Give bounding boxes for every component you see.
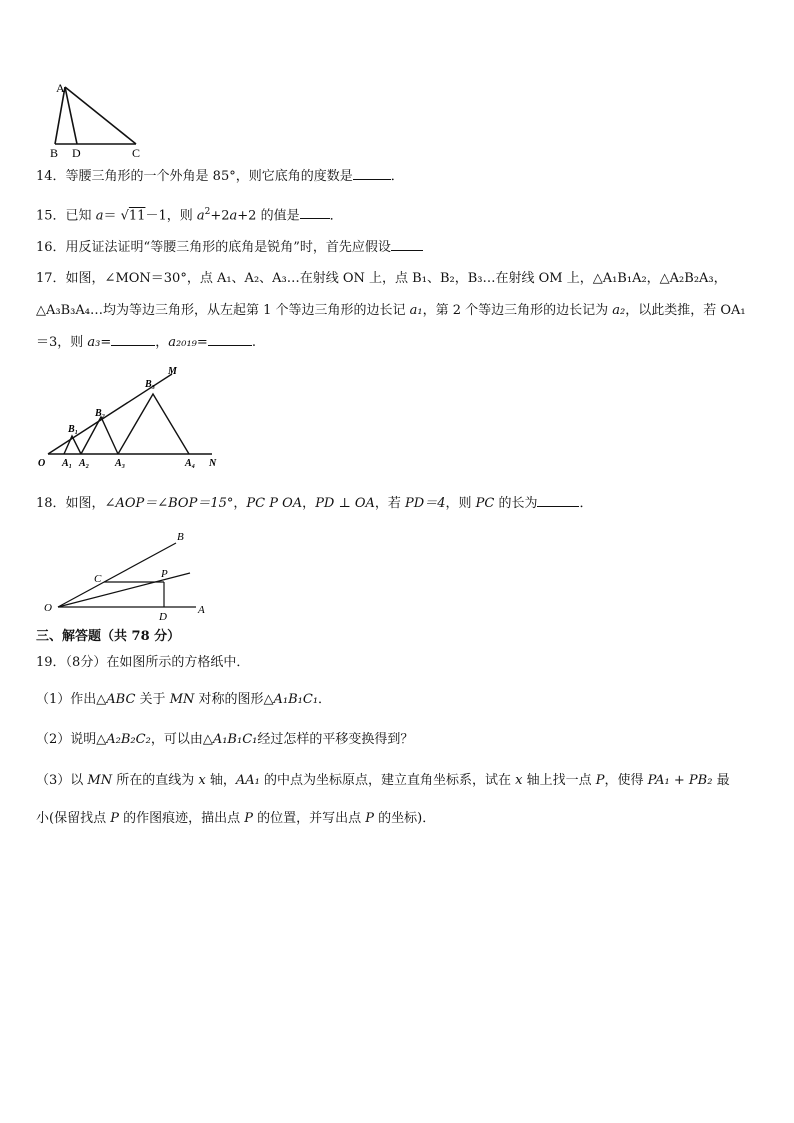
q14-end: ． [390,169,404,184]
q15-minus: －1，则 [145,208,197,224]
q15-plus2: +2 的值是 [237,208,300,224]
label-c: C [132,146,141,160]
q17-number: 17． [36,271,66,286]
q18-pre: 如图， [65,496,105,511]
ray-op [58,573,190,607]
q19-p3-pre: （3）以 [36,773,88,788]
q15-eq: ＝ [103,208,121,224]
q19-p3-c: 的中点为坐标原点，建立直角坐标系，试在 [259,773,516,788]
q19-p2-end: 经过怎样的平移变换得到？ [257,732,414,747]
question-19-intro [36,654,249,672]
q19-p3-d: 轴上找一点 [522,773,596,788]
q17-end: . [251,335,256,350]
q19-p3-p: P [595,773,605,788]
q15-square: 2 [204,207,211,217]
angle-bisector-figure [36,525,216,625]
q18-pc: PC [475,496,495,511]
q19-p1-mn: MN [169,692,195,707]
label-c: C [94,573,102,585]
question-18 [36,494,593,513]
question-19-part-2 [36,731,413,749]
label-b1: B₁ [68,424,79,435]
q19-p3-x: x [198,773,206,788]
question-14 [36,167,404,186]
q17-line1: 如图，∠MON＝30°，点 A₁、A₂、A₃…在射线 ON 上，点 B₁、B₂，B₃…在射线 OM 上，△A₁B₁A₂，△A₂B₂A₃， [65,271,727,286]
question-17-line-1 [36,270,727,288]
q15-end: ． [329,208,343,224]
q17-line2-mid: ，第 2 个等边三角形的边长记为 [422,303,613,318]
label-a3: A₃ [115,458,126,469]
q15-number: 15． [36,208,66,224]
q19-p2-triangle: △A₂B₂C₂ [96,732,151,747]
label-b: B [177,531,184,543]
q18-answer-blank[interactable] [537,494,579,507]
q19-p3-a: 所在的直线为 [112,773,199,788]
q15-answer-blank[interactable] [300,206,330,219]
q18-pd: PD＝4 [405,496,446,511]
label-o: O [38,458,46,469]
q15-expr-a: a [196,208,205,224]
q19-p3-x2: x [515,773,523,788]
q19-p3-line2-c: 的位置，并写出点 [252,811,366,826]
triangle-2 [81,417,118,454]
q18-post: 的长为 [494,496,538,511]
q17-a2: a₂ [612,303,626,318]
q19-p3-p2: P [110,811,119,826]
q19-p3-p3: P [244,811,253,826]
q19-p2-mid: ，可以由 [150,732,203,747]
q19-p2-pre: （2）说明 [36,732,97,747]
q16-number: 16． [36,240,66,255]
q15-pre: 已知 [65,208,96,224]
q19-p1-pre: （1）作出 [36,692,97,707]
label-a: A [56,81,65,95]
label-d: D [159,611,167,623]
q18-mid: ，若 [374,496,406,511]
q14-answer-blank[interactable] [353,167,391,180]
q17-line2-post: ，以此类推，若 OA₁ [625,303,746,318]
q19-p1-triangle: △ABC [96,692,136,707]
q17-sep: ， [155,335,169,350]
q19-p3-e: ，使得 [604,773,648,788]
q19-p3-f: 最 [712,773,730,788]
label-o: O [44,602,52,614]
label-a1: A₁ [62,458,73,469]
q19-p3-line2-b: 的作图痕迹，描出点 [118,811,245,826]
q17-a3: a₃ [87,335,101,350]
q14-text: 等腰三角形的一个外角是 85°，则它底角的度数是 [65,169,353,184]
q19-number: 19． [36,655,66,670]
q17-line2-pre: △A₃B₃A₄…均为等边三角形，从左起第 1 个等边三角形的边长记 [36,303,410,318]
sqrt-symbol: √ [120,208,129,224]
triangle-figure [46,80,156,160]
label-p: P [161,568,168,580]
q18-number: 18． [36,496,66,511]
label-n: N [209,458,217,469]
q19-p1-mid2: 对称的图形 [194,692,264,707]
q17-eq2: = [196,335,208,350]
question-19-part-3-line-1 [36,772,730,790]
section-3-title: 三、解答题（共 78 分） [36,629,181,644]
question-19-part-1 [36,691,331,709]
triangle-3 [118,394,189,454]
q18-mid2: ，则 [445,496,476,511]
q19-p3-aa: AA₁ [235,773,260,788]
question-19-part-3-line-2 [36,810,435,828]
q19-p1-triangle2: △A₁B₁C₁ [263,692,319,707]
label-m: M [168,366,177,377]
q19-p3-sum: PA₁ + PB₂ [647,773,713,788]
q18-angle: ∠AOP＝∠BOP＝15° [104,496,234,511]
question-15 [36,203,343,225]
q17-a1: a₁ [409,303,423,318]
q19-p3-line2-d: 的坐标)． [374,811,436,826]
q19-p3-b: 轴， [205,773,236,788]
q16-answer-blank[interactable] [391,238,423,251]
q18-comma-2: ， [302,496,316,511]
q18-comma-1: ， [233,496,247,511]
question-17-line-2 [36,302,746,320]
q19-p2-triangle2: △A₁B₁C₁ [202,732,258,747]
label-a: A [198,604,205,616]
q17-answer-blank-2[interactable] [208,333,252,346]
label-a4: A₄ [185,458,196,469]
q19-p3-p4: P [365,811,374,826]
label-d: D [72,146,81,160]
q17-eq1: = [100,335,112,350]
q16-text: 用反证法证明“等腰三角形的底角是锐角”时，首先应假设 [65,240,391,255]
q14-number: 14． [36,169,66,184]
label-b3: B₃ [145,379,156,390]
q18-parallel: PC P OA [246,496,303,511]
q19-p3-line2-a: 小(保留找点 [36,811,111,826]
q19-p3-mn: MN [87,773,113,788]
equilateral-triangles-figure [34,362,230,472]
question-17-line-3 [36,333,256,352]
q19-intro: （8分）在如图所示的方格纸中． [65,655,250,670]
q18-end: ． [579,496,593,511]
label-b2: B₂ [95,408,106,419]
q17-line3-pre: ＝3，则 [36,335,88,350]
side-ab [55,87,65,144]
ray-ob [58,543,176,607]
q19-p1-mid: 关于 [135,692,170,707]
q15-plus: +2 [210,208,230,224]
label-b: B [50,146,59,160]
q19-p1-end: ． [318,692,332,707]
label-a2: A₂ [79,458,90,469]
q18-perpendicular: PD ⊥ OA [315,496,375,511]
question-16 [36,238,423,257]
q17-a2019: a₂₀₁₉ [168,335,197,350]
q15-radicand: 11 [128,208,146,224]
q15-var-a: a [95,208,104,224]
q15-expr-a2: a [229,208,238,224]
q17-answer-blank-1[interactable] [111,333,155,346]
